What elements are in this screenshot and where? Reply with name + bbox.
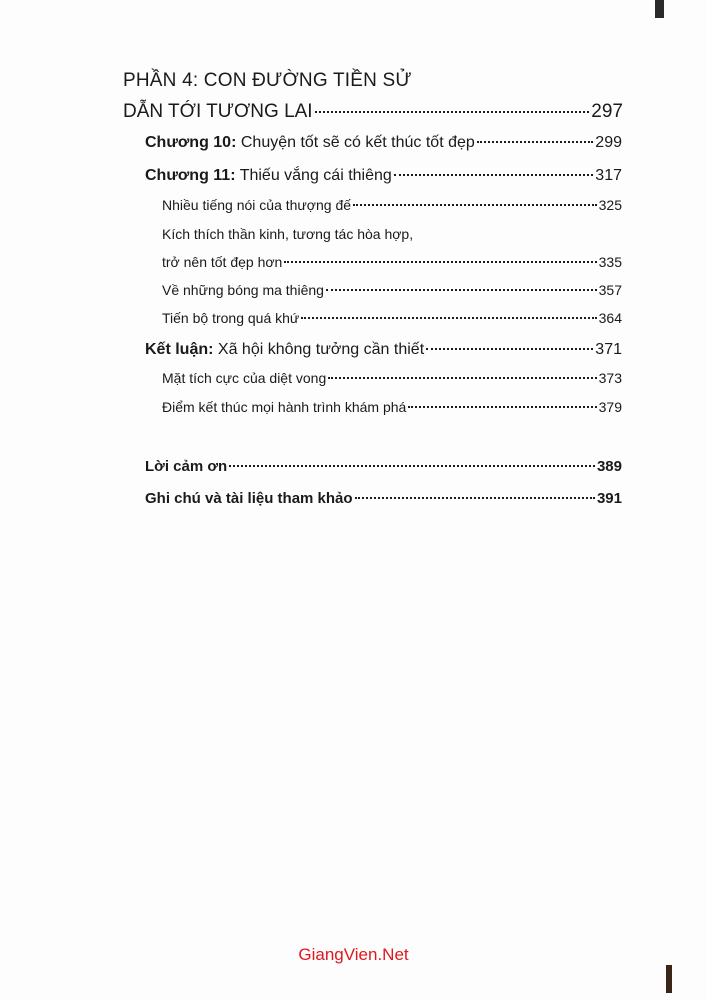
toc-entry-acknowledgements[interactable] — [145, 458, 622, 475]
dot-leader — [301, 317, 596, 319]
dot-leader — [326, 289, 597, 291]
toc-entry-notes[interactable] — [145, 490, 622, 507]
scan-edge-mark — [655, 0, 664, 18]
part-title-line1: PHẦN 4: CON ĐƯỜNG TIỀN SỬ — [123, 70, 412, 91]
dot-leader — [355, 497, 595, 499]
dot-leader — [477, 141, 594, 143]
toc-entry-chapter10[interactable] — [145, 134, 622, 152]
toc-entry-conclusion[interactable] — [145, 341, 622, 359]
watermark-text: GiangVien.Net — [298, 945, 409, 964]
chapter-title: Xã hội không tưởng cần thiết — [217, 341, 425, 358]
page-number: 371 — [595, 341, 622, 358]
dot-leader — [315, 111, 590, 113]
toc-entry-section[interactable] — [162, 399, 622, 415]
page-number: 379 — [598, 399, 622, 415]
section-title: Nhiều tiếng nói của thượng đế — [162, 197, 352, 213]
chapter-title: Thiếu vắng cái thiêng — [239, 167, 392, 184]
dot-leader — [353, 204, 597, 206]
page-number: 389 — [596, 458, 622, 475]
toc-entry-section[interactable] — [162, 370, 622, 386]
dot-leader — [284, 261, 596, 263]
section-title: Mặt tích cực của diệt vong — [162, 370, 327, 386]
page-number: 325 — [598, 197, 622, 213]
toc-entry-section[interactable] — [162, 310, 622, 326]
page-number: 373 — [598, 370, 622, 386]
chapter-prefix: Chương 11: — [145, 167, 236, 184]
dot-leader — [328, 377, 596, 379]
page-number: 364 — [598, 310, 622, 326]
section-title: Tiến bộ trong quá khứ — [162, 310, 300, 326]
page-number: 391 — [596, 490, 622, 507]
toc-entry-part4[interactable] — [123, 101, 623, 123]
page-number: 317 — [595, 167, 622, 184]
entry-title: Ghi chú và tài liệu tham khảo — [145, 490, 353, 507]
section-title: Điểm kết thúc mọi hành trình khám phá — [162, 399, 407, 415]
section-title: trở nên tốt đẹp hơn — [162, 254, 283, 270]
dot-leader — [394, 174, 594, 176]
section-title: Về những bóng ma thiêng — [162, 282, 324, 298]
scan-edge-mark — [666, 965, 672, 993]
toc-entry-section[interactable] — [162, 197, 622, 213]
entry-title: Lời cảm ơn — [145, 458, 228, 475]
dot-leader — [229, 465, 595, 467]
toc-entry-chapter11[interactable] — [145, 167, 622, 185]
dot-leader — [408, 406, 596, 408]
page-number: 335 — [598, 254, 622, 270]
chapter-prefix: Chương 10: — [145, 134, 237, 151]
dot-leader — [426, 348, 593, 350]
page-number: 297 — [591, 101, 623, 122]
page-number: 357 — [598, 282, 622, 298]
section-title-line1[interactable]: Kích thích thần kinh, tương tác hòa hợp, — [162, 226, 414, 242]
chapter-prefix: Kết luận: — [145, 341, 214, 358]
toc-entry-section[interactable] — [162, 254, 622, 270]
page-number: 299 — [595, 134, 622, 151]
chapter-title: Chuyện tốt sẽ có kết thúc tốt đẹp — [240, 134, 475, 151]
toc-entry-section[interactable] — [162, 282, 622, 298]
part-title-line2: DẪN TỚI TƯƠNG LAI — [123, 101, 313, 122]
